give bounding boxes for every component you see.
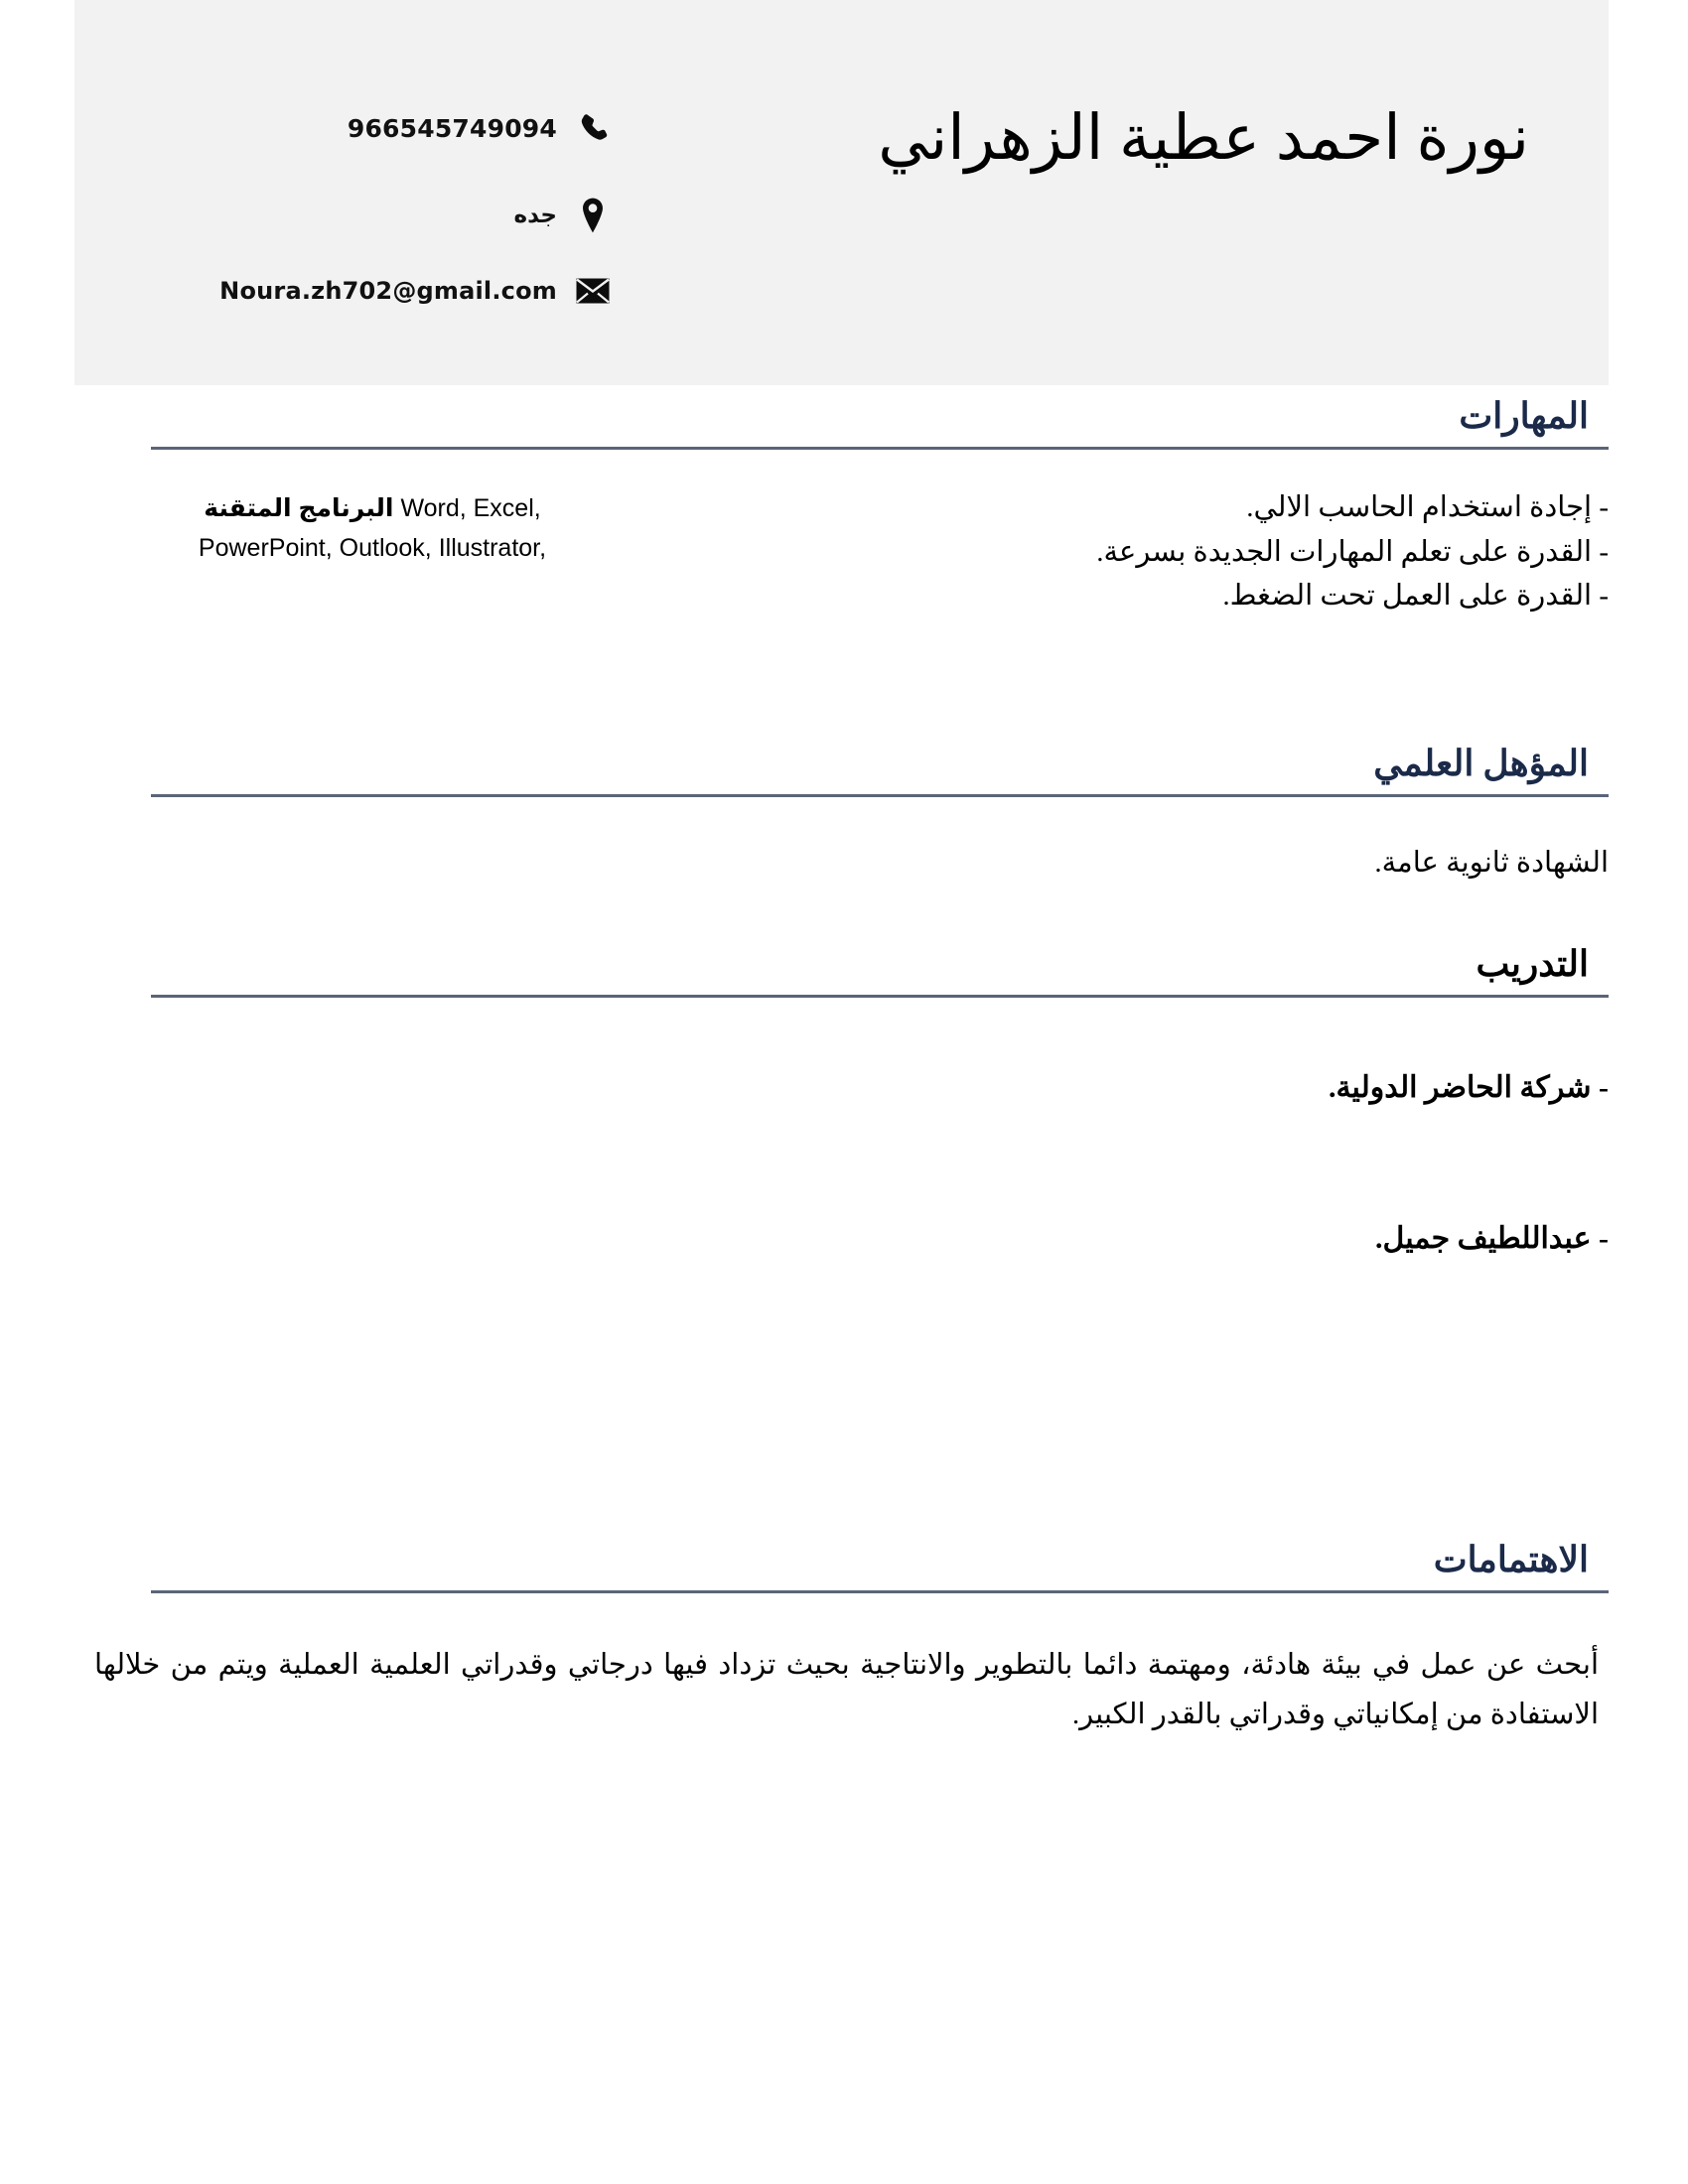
interests-heading: الاهتمامات [1433, 1540, 1589, 1579]
header-inner [74, 0, 1609, 385]
page-title: نورة احمد عطية الزهراني [878, 103, 1529, 173]
contact-email-row [194, 268, 611, 314]
programs-line-one [74, 489, 670, 529]
header-band [74, 0, 1609, 385]
envelope-icon [575, 271, 611, 311]
list-item: - شركة الحاضر الدولية. [1328, 1071, 1609, 1105]
skills-heading: المهارات [1459, 396, 1589, 436]
contact-phone-row [194, 105, 611, 151]
programs-line-1-text: Word, Excel, [400, 494, 541, 523]
section-training [74, 943, 1609, 1369]
education-heading: المؤهل العلمي [1373, 744, 1589, 783]
contact-block [194, 105, 611, 340]
location-pin-icon [575, 196, 611, 235]
section-education [74, 743, 1609, 886]
programs-line-2-text: PowerPoint, Outlook, Illustrator, [198, 533, 547, 562]
programs-block [74, 485, 670, 568]
programs-label: البرنامج المتقنة [204, 494, 394, 523]
list-item: - القدرة على العمل تحت الضغط. [1222, 579, 1609, 612]
training-list [74, 1067, 1609, 1260]
phone-icon [575, 108, 611, 148]
training-divider [151, 995, 1609, 998]
education-divider [151, 794, 1609, 797]
list-item: - عبداللطيف جميل. [1375, 1222, 1609, 1256]
list-item: - إجادة استخدام الحاسب الالي. [1246, 491, 1609, 524]
phone-value: 966545749094 [347, 113, 557, 143]
list-item: - القدرة على تعلم المهارات الجديدة بسرعة. [1096, 535, 1609, 568]
interests-text: أبحث عن عمل في بيئة هادئة، ومهتمة دائما بالتطوير والانتاجية بحيث تزداد فيها درجاتي وقدراتي العلمية العملية ويتم من خلالها الاستفادة من إمكانياتي وقدراتي بالقدر الكبير. [94, 1649, 1599, 1731]
contact-location-row [194, 193, 611, 238]
skills-content [74, 485, 1609, 616]
interests-divider [151, 1590, 1609, 1593]
location-value: جده [513, 203, 557, 228]
section-interests [74, 1539, 1609, 1740]
skills-list [854, 485, 1609, 616]
section-skills [74, 395, 1609, 617]
email-value: Noura.zh702@gmail.com [219, 277, 557, 305]
education-text: الشهادة ثانوية عامة. [1374, 847, 1609, 880]
skills-divider [151, 447, 1609, 450]
training-heading: التدريب [1476, 944, 1589, 984]
